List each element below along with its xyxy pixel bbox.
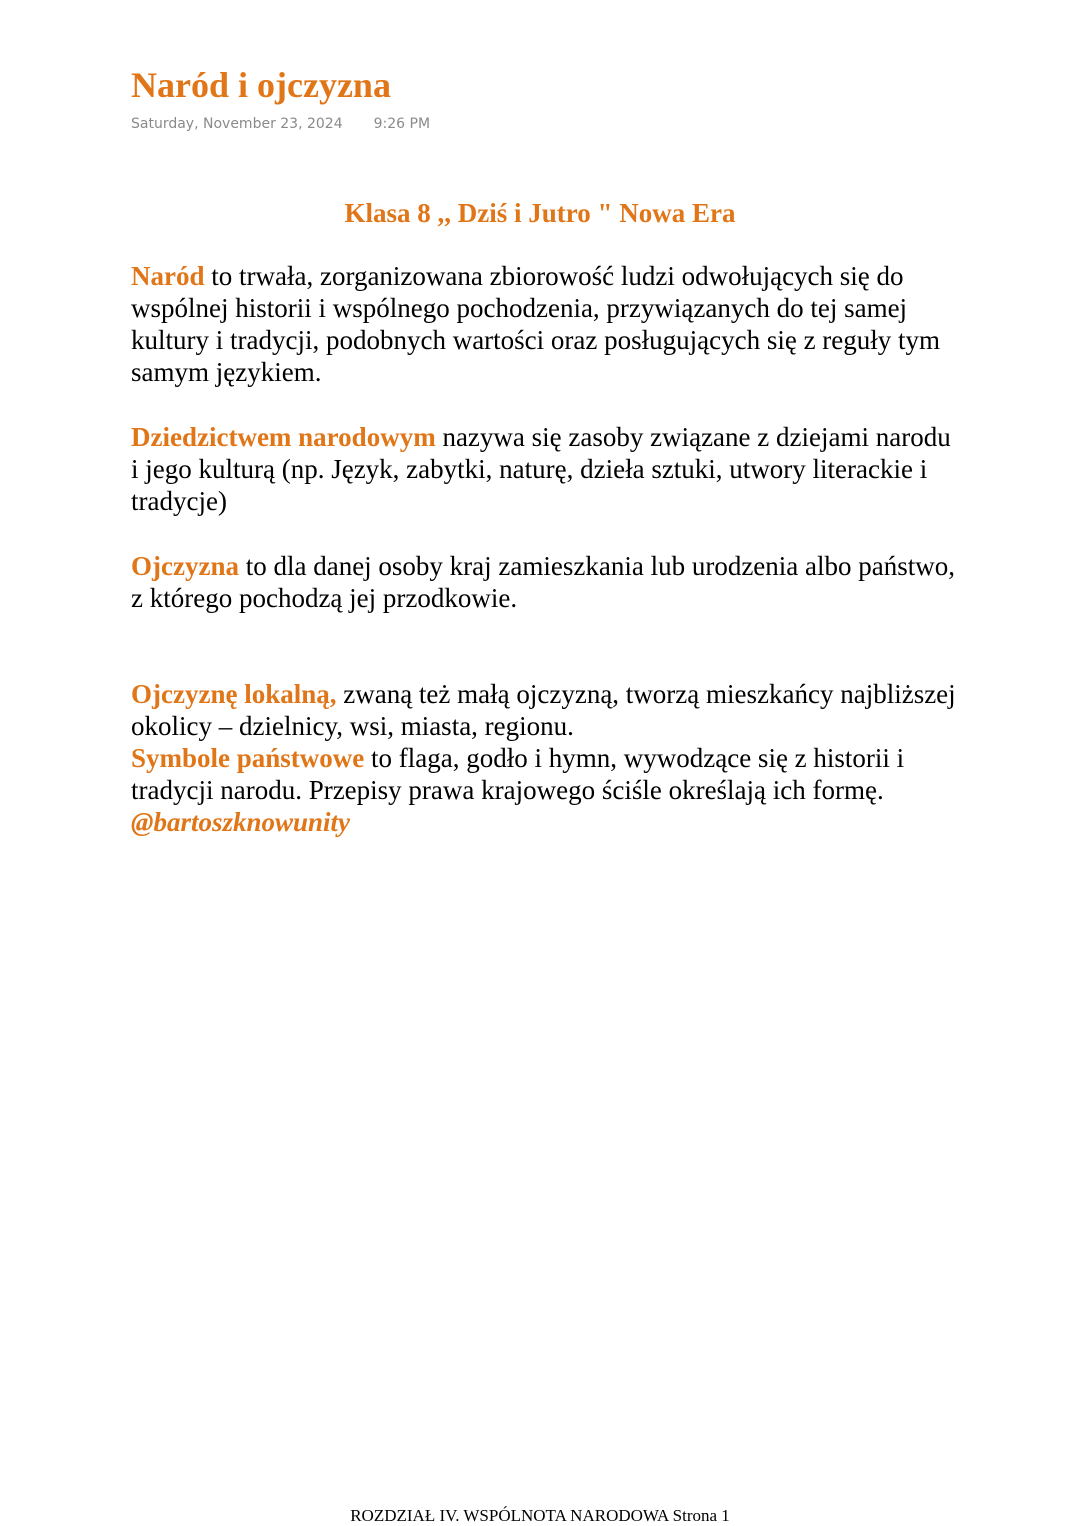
author-signature: @bartoszknowunity (131, 807, 351, 837)
note-date: Saturday, November 23, 2024 (131, 116, 343, 132)
definitions-block (131, 678, 961, 838)
definition-ojczyzna (131, 550, 961, 614)
page-footer: ROZDZIAŁ IV. WSPÓLNOTA NARODOWA Strona 1 (350, 1506, 730, 1525)
definition-term: Dziedzictwem narodowym (131, 422, 436, 452)
definition-text: to trwała, zorganizowana zbiorowość ludzi odwołujących się do wspólnej historii i wspólnego pochodzenia, przywiązanych do tej samej kultury i tradycji, podobnych wartości oraz posługujących się z reguły tym samym językiem. (131, 261, 941, 387)
note-timestamp (131, 114, 430, 134)
definition-text: to flaga, godło i hymn, wywodzące się z historii i tradycji narodu. Przepisy prawa krajowego ściśle określają ich formę. (131, 743, 905, 805)
definition-term: Symbole państwowe (131, 743, 365, 773)
note-time: 9:26 PM (373, 116, 431, 132)
definition-text: zwaną też małą ojczyzną, tworzą mieszkańcy najbliższej okolicy – dzielnicy, wsi, miasta, regionu. (131, 679, 956, 741)
document-subtitle: Klasa 8 ,, Dziś i Jutro " Nowa Era (344, 198, 736, 228)
definition-term: Ojczyznę lokalną, (131, 679, 337, 709)
definition-text: nazywa się zasoby związane z dziejami narodu i jego kulturą (np. Język, zabytki, naturę, dzieła sztuki, utwory literackie i tradycje) (131, 422, 951, 516)
definition-term: Ojczyzna (131, 551, 239, 581)
page-title: Naród i ojczyzna (131, 65, 391, 105)
definition-term: Naród (131, 261, 205, 291)
definition-symbole-panstwowe (131, 742, 961, 806)
definition-dziedzictwo (131, 421, 961, 517)
definition-text: to dla danej osoby kraj zamieszkania lub urodzenia albo państwo, z którego pochodzą jej przodkowie. (131, 551, 955, 613)
definition-narod (131, 260, 961, 388)
definition-ojczyzna-lokalna (131, 678, 961, 742)
